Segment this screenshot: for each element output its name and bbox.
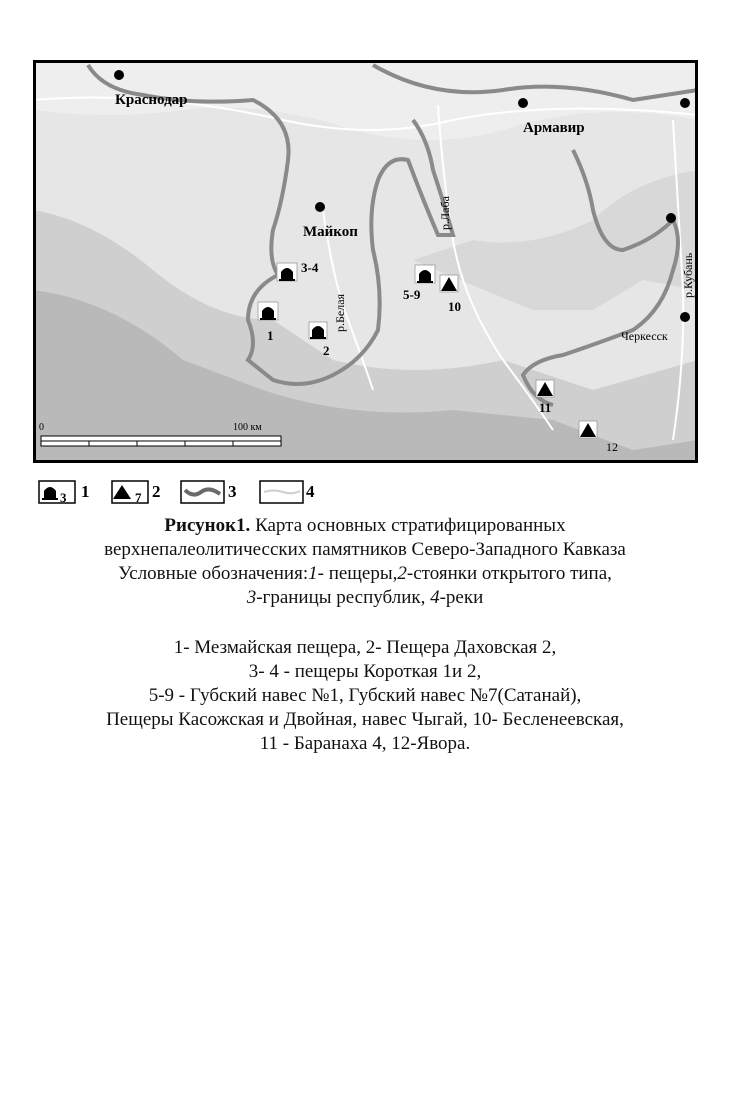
site-label-3-4: 3-4 [301,260,319,275]
scale-label-end: 100 км [233,422,262,433]
figure-caption [0,514,730,610]
site-label-10: 10 [448,299,461,314]
city-dot-krasnodar [114,70,124,80]
caption-line-3 [0,562,730,586]
site-label-2: 2 [323,343,330,358]
scale-bar [41,436,281,446]
legend-key-4: 4 [430,587,440,608]
caption-title: Рисунок1. [164,515,251,536]
legend-key-3: 3 [246,587,257,608]
site-list-line: 1- Мезмайская пещера, 2- Пещера Даховская 2, [173,637,557,658]
site-list-line: 3- 4 - пещеры Короткая 1и 2, [248,661,482,682]
city-dot-unnamed-1 [680,98,690,108]
river-label-laba: р.Лаба [438,196,452,230]
legend-key-2: 2 [397,563,407,584]
site-list-line: 5-9 - Губский навес №1, Губский навес №7(Сатанай), [148,685,582,706]
caption-title-rest: Карта основных стратифицированных [250,515,566,536]
site-label-5-9: 5-9 [403,287,421,302]
city-dot-maikop [315,202,325,212]
legend-desc-2: -стоянки открытого типа, [406,563,612,584]
river-label-belaya: р.Белая [333,293,347,332]
city-dot-armavir [518,98,528,108]
legend-key-1: 1 [308,563,318,584]
city-dot-cherkessk [680,312,690,322]
river-icon [260,481,303,503]
river-label-kuban: р.Кубань [681,252,695,298]
city-label-armavir: Армавир [523,120,585,136]
map [33,60,698,463]
scale-label-start: 0 [39,422,44,433]
legend [38,478,338,508]
legend-number-4: 4 [306,482,315,501]
legend-number-2: 2 [152,482,161,501]
caption-line-1 [0,514,730,538]
legend-number-3: 3 [228,482,237,501]
legend-subscript-1: 3 [60,490,67,505]
site-marker-12 [579,421,597,438]
cave-icon [39,481,75,503]
site-marker-2 [309,322,327,339]
border-line-icon [181,481,224,503]
site-marker-5-9 [415,265,435,283]
site-label-11: 11 [539,400,552,415]
site-list-line: Пещеры Касожская и Двойная, навес Чыгай, 10- Бесленеевская, [106,709,624,730]
legend-intro: Условные обозначения: [118,563,309,584]
site-marker-1 [258,302,278,320]
legend-desc-4: -реки [439,587,484,608]
legend-number-1: 1 [81,482,90,501]
site-marker-10 [440,275,458,292]
triangle-icon [112,481,148,503]
legend-subscript-2: 7 [135,490,142,505]
caption-line-4 [0,586,730,610]
city-label-krasnodar: Краснодар [115,92,188,108]
site-marker-3-4 [277,263,297,281]
site-label-1: 1 [267,328,274,343]
city-label-maikop: Майкоп [303,224,358,240]
city-dot-unnamed-2 [666,213,676,223]
site-list-line: 11 - Баранаха 4, 12-Явора. [259,733,471,754]
site-label-12: 12 [606,440,618,454]
city-label-cherkessk: Черкесск [621,329,668,343]
caption-line-2: верхнепалеолитичесских памятников Северо-Западного Кавказа [104,539,626,560]
site-marker-11 [536,380,554,397]
legend-desc-3: -границы республик, [256,587,431,608]
legend-desc-1: - пещеры, [317,563,398,584]
site-list [0,636,730,756]
